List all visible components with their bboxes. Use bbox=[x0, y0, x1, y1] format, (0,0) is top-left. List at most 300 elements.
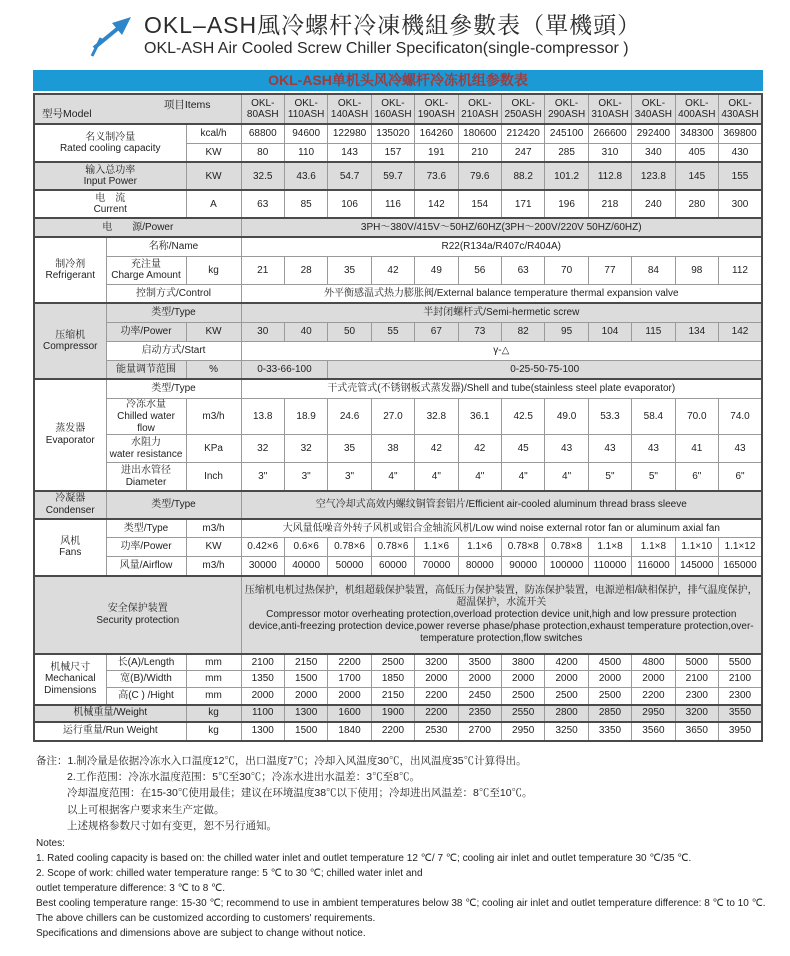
cell-text-line: 充注量 bbox=[131, 258, 161, 270]
section-label-cell bbox=[34, 491, 106, 519]
data-value-cell: 35 bbox=[328, 256, 371, 284]
row-label-cell bbox=[106, 322, 186, 341]
data-value-cell: 0.78×6 bbox=[328, 538, 371, 557]
cell-text-line: 启动方式/Start bbox=[141, 345, 206, 357]
arrow-up-right-icon bbox=[86, 12, 138, 58]
data-value-cell: 3500 bbox=[458, 654, 501, 671]
cell-text-line: R22(R134a/R407c/R404A) bbox=[441, 241, 562, 253]
note-line-en: 1. Rated cooling capacity is based on: the chilled water inlet and outlet temperature 12 ℃/ 7 ℃; cooling air inlet and outlet temperature 30 ℃/35 ℃. bbox=[36, 853, 692, 865]
cell-text-line: 电 流 bbox=[95, 192, 126, 204]
cell-text-line: KPa bbox=[204, 442, 223, 454]
data-value-cell: 2350 bbox=[458, 705, 501, 722]
data-value-cell: 2000 bbox=[632, 671, 675, 688]
model-name-line: 290ASH bbox=[547, 109, 586, 121]
row-label-cell bbox=[106, 491, 241, 519]
data-value-cell: 4" bbox=[371, 463, 414, 491]
model-name-line: OKL- bbox=[511, 97, 535, 109]
data-value-cell: 2150 bbox=[284, 654, 327, 671]
data-value-cell: 3550 bbox=[719, 705, 763, 722]
cell-text-line: kg bbox=[208, 707, 219, 719]
data-value-cell: 50000 bbox=[328, 557, 371, 576]
data-value-cell: 3250 bbox=[545, 722, 588, 741]
table-row bbox=[34, 284, 762, 303]
data-value-cell: 0.42×6 bbox=[241, 538, 284, 557]
data-value-cell: 2000 bbox=[458, 671, 501, 688]
cell-text-line: Current bbox=[93, 204, 127, 216]
cell-text-line: Input Power bbox=[83, 176, 137, 188]
cell-text-line: 名称/Name bbox=[148, 241, 199, 253]
data-value-cell: 70 bbox=[545, 256, 588, 284]
data-value-cell: 2100 bbox=[675, 671, 718, 688]
cell-text-line: 机械尺寸 bbox=[50, 661, 91, 673]
data-value-cell: 2500 bbox=[371, 654, 414, 671]
merged-value-cell bbox=[241, 379, 762, 398]
data-value-cell: 135020 bbox=[371, 124, 414, 143]
unit-cell bbox=[186, 557, 241, 576]
section-label-cell bbox=[34, 303, 106, 379]
data-value-cell: 3950 bbox=[719, 722, 763, 741]
cell-text-line: kg bbox=[208, 725, 219, 737]
section-label-cell bbox=[34, 162, 186, 190]
cell-text-line: mm bbox=[205, 690, 222, 702]
row-label-cell bbox=[106, 256, 186, 284]
data-value-cell: 2500 bbox=[501, 688, 544, 705]
model-name-line: 310ASH bbox=[591, 109, 629, 121]
data-value-cell: 90000 bbox=[501, 557, 544, 576]
cell-text-line: Refrigerant bbox=[45, 270, 95, 282]
data-value-cell: 1840 bbox=[328, 722, 371, 741]
data-value-cell: 104 bbox=[588, 322, 631, 341]
row-label-cell bbox=[106, 654, 186, 671]
model-name-line: OKL- bbox=[728, 97, 752, 109]
table-row bbox=[34, 688, 762, 705]
cell-text-line: 风量/Airflow bbox=[119, 560, 173, 572]
section-label-cell bbox=[34, 190, 186, 218]
spec-table-body bbox=[34, 94, 762, 740]
data-value-cell: 2000 bbox=[545, 671, 588, 688]
cell-text-line: 电 源/Power bbox=[102, 222, 174, 234]
data-value-cell: 6" bbox=[719, 463, 763, 491]
data-value-cell: 32.8 bbox=[415, 398, 458, 434]
data-value-cell: 54.7 bbox=[328, 162, 371, 190]
data-value-cell: 2000 bbox=[241, 688, 284, 705]
model-name-line: 400ASH bbox=[678, 109, 716, 121]
data-value-cell: 300 bbox=[719, 190, 763, 218]
cell-text-line: 制冷剂 bbox=[55, 258, 86, 270]
unit-cell bbox=[186, 360, 241, 379]
model-header-cell bbox=[719, 94, 763, 124]
note-line-zh: 2.工作范围：冷冻水温度范围：5℃至30℃；冷冻水进出水温差：3℃至8℃。 bbox=[67, 771, 420, 784]
data-value-cell: 36.1 bbox=[458, 398, 501, 434]
title-text-group bbox=[144, 12, 641, 58]
table-row bbox=[34, 398, 762, 434]
row-label-cell bbox=[106, 303, 241, 322]
data-value-cell: 155 bbox=[719, 162, 763, 190]
data-value-cell: 3" bbox=[284, 463, 327, 491]
data-value-cell: 3350 bbox=[588, 722, 631, 741]
model-header-cell bbox=[632, 94, 675, 124]
table-row bbox=[34, 463, 762, 491]
cell-text-line: A bbox=[210, 198, 217, 210]
merged-value-cell bbox=[241, 341, 762, 360]
corner-model-label: 型号Model bbox=[42, 108, 92, 121]
unit-cell bbox=[186, 671, 241, 688]
data-value-cell: 58.4 bbox=[632, 398, 675, 434]
data-value-cell: 5" bbox=[588, 463, 631, 491]
data-value-cell: 63 bbox=[241, 190, 284, 218]
cell-text-line: 类型/Type bbox=[123, 522, 169, 534]
cell-text-line: 宽(B)/Width bbox=[120, 673, 172, 685]
cell-text-line: 控制方式/Control bbox=[136, 287, 212, 299]
data-value-cell: 2500 bbox=[588, 688, 631, 705]
data-value-cell: 1300 bbox=[241, 722, 284, 741]
cell-text-line: 半封闭螺杆式/Semi-hermetic screw bbox=[423, 307, 580, 319]
table-row bbox=[34, 341, 762, 360]
data-value-cell: 1100 bbox=[241, 705, 284, 722]
data-value-cell: 42 bbox=[415, 435, 458, 463]
section-label-cell bbox=[34, 576, 241, 654]
note-line-zh: 冷却温度范围：在15-30℃使用最佳；建议在环境温度38℃以下使用；冷却进出风温差：8℃至10℃。 bbox=[67, 787, 533, 800]
data-value-cell: 32.5 bbox=[241, 162, 284, 190]
data-value-cell: 4800 bbox=[632, 654, 675, 671]
data-value-cell: 210 bbox=[458, 143, 501, 162]
data-value-cell: 2100 bbox=[241, 654, 284, 671]
data-value-cell: 43.6 bbox=[284, 162, 327, 190]
cell-text-line: 大风量低噪音外转子风机或铝合金轴流风机/Low wind noise external rotor fan or aluminum axial fan bbox=[282, 522, 720, 534]
data-value-cell: 1.1×8 bbox=[632, 538, 675, 557]
data-value-cell: 2200 bbox=[415, 705, 458, 722]
data-value-cell: 110000 bbox=[588, 557, 631, 576]
data-value-cell: 32 bbox=[241, 435, 284, 463]
data-value-cell: 1700 bbox=[328, 671, 371, 688]
model-header-cell bbox=[458, 94, 501, 124]
data-value-cell: 43 bbox=[632, 435, 675, 463]
data-value-cell: 6" bbox=[675, 463, 718, 491]
data-value-cell: 18.9 bbox=[284, 398, 327, 434]
data-value-cell: 0.78×8 bbox=[501, 538, 544, 557]
table-row bbox=[34, 654, 762, 671]
model-name-line: 80ASH bbox=[246, 109, 279, 121]
model-header-cell bbox=[371, 94, 414, 124]
data-value-cell: 180600 bbox=[458, 124, 501, 143]
data-value-cell: 80 bbox=[241, 143, 284, 162]
data-value-cell: 77 bbox=[588, 256, 631, 284]
table-row bbox=[34, 379, 762, 398]
cell-text-line: 能量调节范围 bbox=[116, 363, 176, 375]
cell-text-line: 功率/Power bbox=[120, 326, 172, 338]
row-label-cell bbox=[106, 688, 186, 705]
title-block bbox=[86, 12, 790, 58]
cell-text-line: 3PH～380V/415V～50HZ/60HZ(3PH～200V/220V 50HZ/60HZ) bbox=[360, 222, 642, 234]
section-label-cell bbox=[34, 379, 106, 490]
data-value-cell: 1300 bbox=[284, 705, 327, 722]
data-value-cell: 154 bbox=[458, 190, 501, 218]
data-value-cell: 49.0 bbox=[545, 398, 588, 434]
unit-cell bbox=[186, 538, 241, 557]
section-label-cell bbox=[34, 519, 106, 576]
table-row bbox=[34, 519, 762, 538]
data-value-cell: 5000 bbox=[675, 654, 718, 671]
cell-text-line: water resistance bbox=[109, 448, 183, 460]
cell-text-line: KW bbox=[205, 326, 222, 338]
data-value-cell: 245100 bbox=[545, 124, 588, 143]
data-value-cell: 2150 bbox=[371, 688, 414, 705]
table-row bbox=[34, 303, 762, 322]
note-line-en: Specifications and dimensions above are subject to change without notice. bbox=[36, 928, 366, 940]
data-value-cell: 247 bbox=[501, 143, 544, 162]
model-header-cell bbox=[328, 94, 371, 124]
cell-text-line: 风机 bbox=[60, 535, 81, 547]
model-header-row bbox=[34, 94, 762, 124]
model-name-line: OKL- bbox=[251, 97, 275, 109]
cell-text-line: 类型/Type bbox=[151, 498, 196, 510]
data-value-cell: 2450 bbox=[458, 688, 501, 705]
data-value-cell: 116 bbox=[371, 190, 414, 218]
model-header-cell bbox=[675, 94, 718, 124]
data-value-cell: 67 bbox=[415, 322, 458, 341]
note-line-en: 2. Scope of work: chilled water temperature range: 5 ℃ to 30 ℃; chilled water inlet and bbox=[36, 868, 423, 880]
data-value-cell: 70000 bbox=[415, 557, 458, 576]
cell-text-line: Evaporator bbox=[45, 435, 95, 447]
cell-text-line: 压缩机 bbox=[55, 329, 86, 341]
data-value-cell: 106 bbox=[328, 190, 371, 218]
section-label-cell bbox=[34, 124, 186, 162]
unit-cell bbox=[186, 256, 241, 284]
cell-text-line: 冷冻水量 bbox=[126, 398, 166, 410]
cell-text-line: mm bbox=[205, 656, 222, 668]
data-value-cell: 85 bbox=[284, 190, 327, 218]
table-row bbox=[34, 360, 762, 379]
unit-cell bbox=[186, 705, 241, 722]
model-header-cell bbox=[241, 94, 284, 124]
data-value-cell: 2500 bbox=[545, 688, 588, 705]
cell-text-line: m3/h bbox=[202, 410, 225, 422]
model-name-line: OKL- bbox=[468, 97, 492, 109]
cell-text-line: Security protection bbox=[96, 614, 180, 626]
data-value-cell: 164260 bbox=[415, 124, 458, 143]
table-row bbox=[34, 491, 762, 519]
merged-value-cell bbox=[241, 491, 762, 519]
merged-value-cell bbox=[241, 218, 762, 237]
data-value-cell: 38 bbox=[371, 435, 414, 463]
data-value-cell: 5500 bbox=[719, 654, 763, 671]
unit-cell bbox=[186, 688, 241, 705]
data-value-cell: 2200 bbox=[371, 722, 414, 741]
data-value-cell: 4" bbox=[501, 463, 544, 491]
table-row bbox=[34, 557, 762, 576]
table-row bbox=[34, 218, 762, 237]
data-value-cell: 84 bbox=[632, 256, 675, 284]
section-label-cell bbox=[34, 705, 186, 722]
data-value-cell: 1.1×6 bbox=[458, 538, 501, 557]
data-value-cell: 2700 bbox=[458, 722, 501, 741]
data-value-cell: 310 bbox=[588, 143, 631, 162]
data-value-cell: 42 bbox=[458, 435, 501, 463]
data-value-cell: 42.5 bbox=[501, 398, 544, 434]
cell-text-line: 0-33-66-100 bbox=[257, 363, 312, 375]
data-value-cell: 285 bbox=[545, 143, 588, 162]
data-value-cell: 30000 bbox=[241, 557, 284, 576]
data-value-cell: 63 bbox=[501, 256, 544, 284]
data-value-cell: 1.1×8 bbox=[588, 538, 631, 557]
data-value-cell: 4" bbox=[545, 463, 588, 491]
table-caption-bar: OKL-ASH单机头风冷螺杆冷冻机组参数表 bbox=[33, 70, 763, 91]
note-line-zh: 上述规格参数尺寸如有变更，恕不另行通知。 bbox=[67, 819, 277, 832]
cell-text-line: γ-△ bbox=[493, 345, 510, 357]
data-value-cell: 13.8 bbox=[241, 398, 284, 434]
merged-value-cell bbox=[241, 237, 762, 256]
merged-value-cell bbox=[241, 284, 762, 303]
row-label-cell bbox=[106, 671, 186, 688]
section-label-cell bbox=[34, 237, 106, 303]
cell-text-line: 外平衡感温式热力膨胀阀/External balance temperature thermal expansion valve bbox=[323, 287, 679, 299]
data-value-cell: 3650 bbox=[675, 722, 718, 741]
cell-text-line: 类型/Type bbox=[151, 383, 196, 395]
cell-text-line: Charge Amount bbox=[111, 270, 181, 282]
table-row bbox=[34, 256, 762, 284]
data-value-cell: 3200 bbox=[675, 705, 718, 722]
section-label-cell bbox=[34, 654, 106, 705]
data-value-cell: 40 bbox=[284, 322, 327, 341]
data-value-cell: 2000 bbox=[284, 688, 327, 705]
table-row bbox=[34, 237, 762, 256]
data-value-cell: 2200 bbox=[415, 688, 458, 705]
model-name-line: 340ASH bbox=[634, 109, 673, 121]
note-line-en: The above chillers can be customized according to customers' requirements. bbox=[36, 913, 376, 925]
data-value-cell: 2850 bbox=[588, 705, 631, 722]
cell-text-line: Inch bbox=[204, 470, 223, 482]
cell-text-line: Rated cooling capacity bbox=[59, 143, 161, 155]
cell-text-line: m3/h bbox=[202, 560, 225, 572]
data-value-cell: 292400 bbox=[632, 124, 675, 143]
unit-cell bbox=[186, 654, 241, 671]
data-value-cell: 2200 bbox=[632, 688, 675, 705]
row-label-cell bbox=[106, 538, 186, 557]
model-header-cell bbox=[284, 94, 327, 124]
cell-text-line: 0-25-50-75-100 bbox=[510, 363, 580, 375]
data-value-cell: 115 bbox=[632, 322, 675, 341]
data-value-cell: 1500 bbox=[284, 722, 327, 741]
data-value-cell: 43 bbox=[719, 435, 763, 463]
data-value-cell: 0.78×8 bbox=[545, 538, 588, 557]
data-value-cell: 2300 bbox=[719, 688, 763, 705]
cell-text-line: Fans bbox=[59, 547, 82, 559]
data-value-cell: 98 bbox=[675, 256, 718, 284]
data-value-cell: 30 bbox=[241, 322, 284, 341]
cell-text-line: 水阻力 bbox=[131, 437, 161, 449]
data-value-cell: 73.6 bbox=[415, 162, 458, 190]
cell-text-line: 蒸发器 bbox=[55, 423, 86, 435]
data-value-cell: 116000 bbox=[632, 557, 675, 576]
data-value-cell: 3200 bbox=[415, 654, 458, 671]
model-header-cell bbox=[415, 94, 458, 124]
model-name-line: 250ASH bbox=[504, 109, 542, 121]
note-line-en: Best cooling temperature range: 15-30 ℃; recommend to use in ambient temperatures below 38 ℃; cooling air inlet and outlet temperature difference: 8 ℃ to 10 ℃. bbox=[36, 898, 766, 910]
data-value-cell: 70.0 bbox=[675, 398, 718, 434]
data-value-cell: 1.1×12 bbox=[719, 538, 763, 557]
unit-cell bbox=[186, 519, 241, 538]
cell-text-line: Dimensions bbox=[44, 685, 97, 697]
section-label-cell bbox=[34, 218, 241, 237]
data-value-cell: 122980 bbox=[328, 124, 371, 143]
data-value-cell: 79.6 bbox=[458, 162, 501, 190]
notes-block bbox=[36, 753, 790, 941]
data-value-cell: 43 bbox=[588, 435, 631, 463]
data-value-cell: 59.7 bbox=[371, 162, 414, 190]
data-value-cell: 35 bbox=[328, 435, 371, 463]
data-value-cell: 123.8 bbox=[632, 162, 675, 190]
data-value-cell: 100000 bbox=[545, 557, 588, 576]
data-value-cell: 82 bbox=[501, 322, 544, 341]
data-value-cell: 60000 bbox=[371, 557, 414, 576]
data-value-cell: 145 bbox=[675, 162, 718, 190]
cell-text-line: 机械重量/Weight bbox=[73, 707, 148, 719]
data-value-cell: 4500 bbox=[588, 654, 631, 671]
note-line-zh: 以上可根据客户要求来生产定做。 bbox=[67, 803, 225, 816]
data-value-cell: 2530 bbox=[415, 722, 458, 741]
notes-en bbox=[36, 851, 790, 941]
table-row bbox=[34, 190, 762, 218]
row-label-cell bbox=[106, 341, 241, 360]
data-value-cell: 88.2 bbox=[501, 162, 544, 190]
row-label-cell bbox=[106, 435, 186, 463]
note-line-zh: 备注：1.制冷量是依据冷冻水入口温度12℃，出口温度7℃；冷却入风温度30℃，出风温度35℃计算得出。 bbox=[36, 754, 527, 767]
table-row bbox=[34, 705, 762, 722]
cell-text-line: 高(C ) /Hight bbox=[118, 690, 174, 702]
row-label-cell bbox=[106, 398, 186, 434]
model-name-line: 110ASH bbox=[287, 109, 325, 121]
unit-cell bbox=[186, 190, 241, 218]
cell-text-line: kcal/h bbox=[200, 128, 227, 140]
row-label-cell bbox=[106, 557, 186, 576]
data-value-cell: 24.6 bbox=[328, 398, 371, 434]
cell-text-line: KW bbox=[205, 541, 222, 553]
data-value-cell: 2000 bbox=[328, 688, 371, 705]
data-value-cell: 56 bbox=[458, 256, 501, 284]
data-value-cell: 4200 bbox=[545, 654, 588, 671]
data-value-cell: 405 bbox=[675, 143, 718, 162]
data-value-cell: 218 bbox=[588, 190, 631, 218]
data-value-cell: 369800 bbox=[719, 124, 763, 143]
data-value-cell: 74.0 bbox=[719, 398, 763, 434]
data-value-cell: 142 bbox=[415, 190, 458, 218]
page-title: OKL–ASH風冷螺杆冷凍機組參數表（單機頭） bbox=[144, 12, 642, 38]
data-value-cell: 2300 bbox=[675, 688, 718, 705]
data-value-cell: 3560 bbox=[632, 722, 675, 741]
cell-text-line: 干式壳管式(不锈钢板式蒸发器)/Shell and tube(stainless steel plate evaporator) bbox=[327, 383, 676, 395]
data-value-cell: 157 bbox=[371, 143, 414, 162]
cell-text-line: Compressor motor overheating protection,overload protection device unit,high and low pressure protection device,anti-freezing protection device,power reverse phase/phase protection,exhaust temperature protection,over-temperature protection,flow switches bbox=[248, 608, 754, 644]
data-value-cell: 42 bbox=[371, 256, 414, 284]
data-value-cell: 43 bbox=[545, 435, 588, 463]
data-value-cell: 348300 bbox=[675, 124, 718, 143]
data-value-cell: 55 bbox=[371, 322, 414, 341]
cell-text-line: KW bbox=[205, 170, 222, 182]
table-row bbox=[34, 162, 762, 190]
cell-text-line: 空气冷却式高效内螺纹铜管套铝片/Efficient air-cooled aluminum thread brass sleeve bbox=[315, 498, 687, 510]
note-line-en: outlet temperature difference: 3 ℃ to 8 ℃. bbox=[36, 883, 226, 895]
data-value-cell: 94600 bbox=[284, 124, 327, 143]
model-name-line: OKL- bbox=[598, 97, 622, 109]
page-subtitle: OKL-ASH Air Cooled Screw Chiller Specificaton(single-compressor ) bbox=[144, 40, 629, 58]
data-value-cell: 3" bbox=[241, 463, 284, 491]
cell-text-line: 名义制冷量 bbox=[85, 131, 136, 143]
data-value-cell: 1350 bbox=[241, 671, 284, 688]
data-value-cell: 191 bbox=[415, 143, 458, 162]
data-value-cell: 3800 bbox=[501, 654, 544, 671]
merged-value-cell bbox=[241, 519, 762, 538]
data-value-cell: 2950 bbox=[501, 722, 544, 741]
